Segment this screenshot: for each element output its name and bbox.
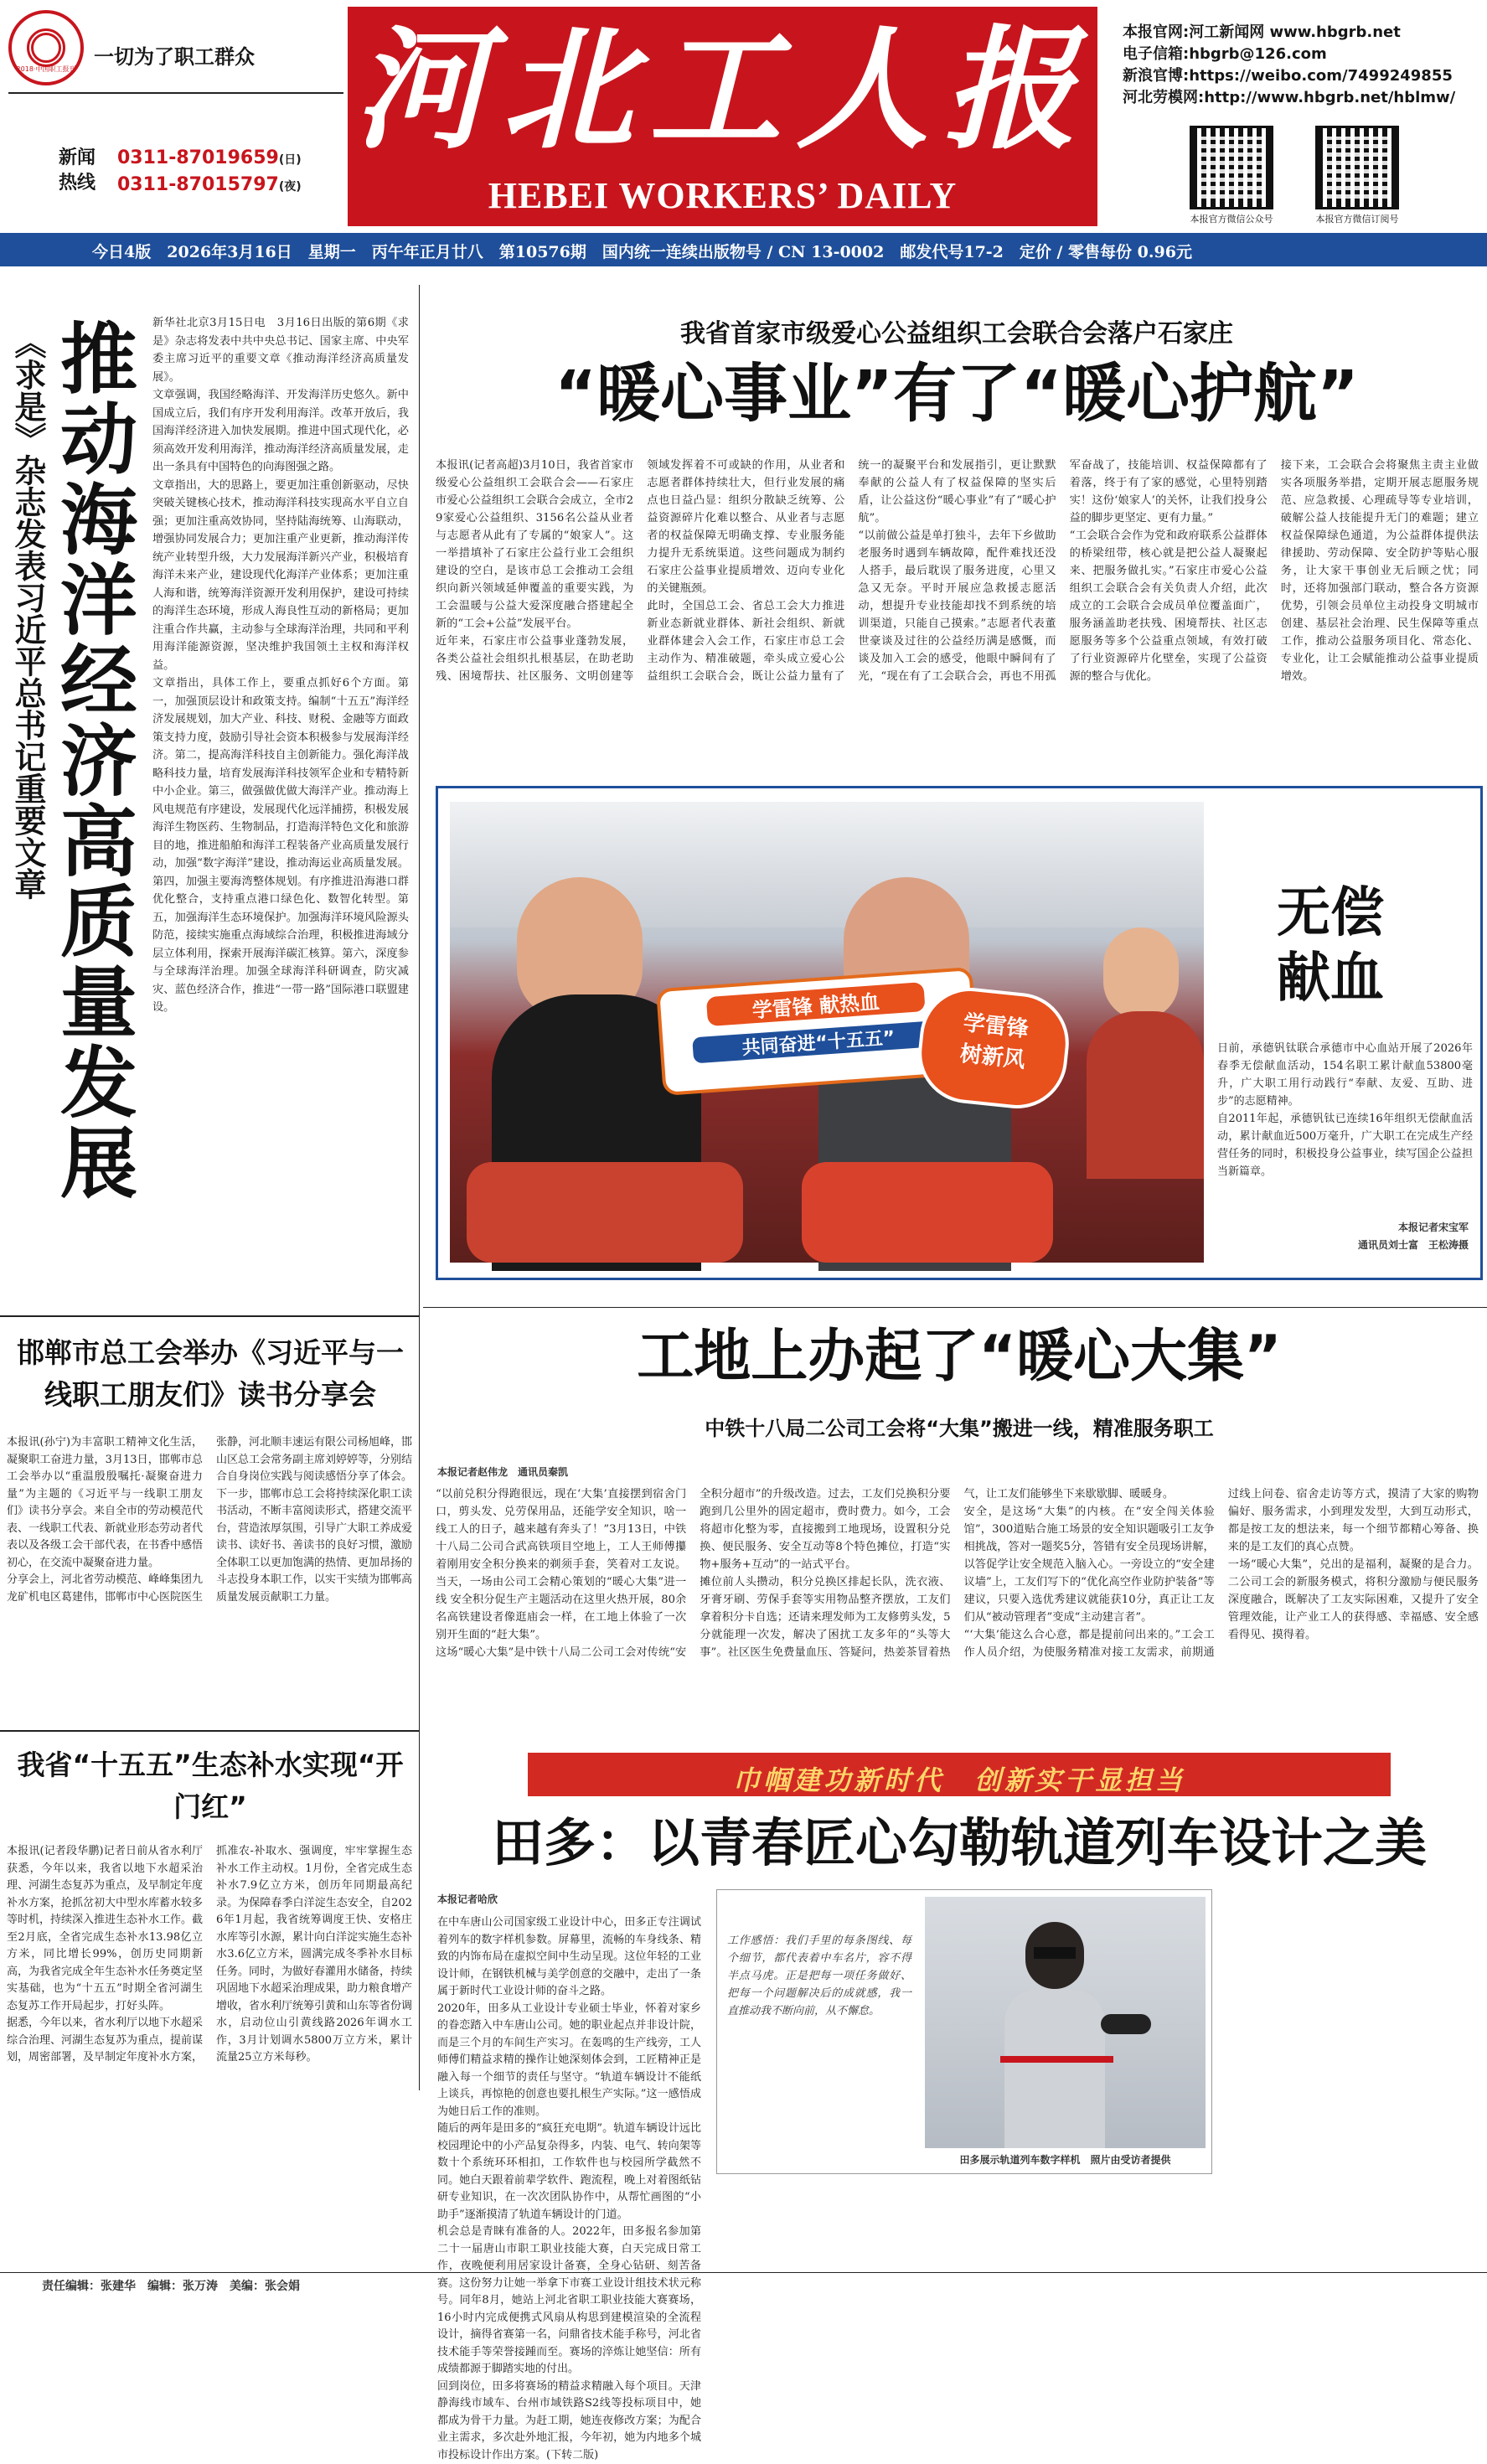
photo-feature-frame [436, 786, 1483, 1280]
blood-donation-photo [450, 802, 1204, 1263]
handan-headline: 邯郸市总工会举办《习近平与一线职工朋友们》读书分享会 [17, 1336, 404, 1411]
logo-ring-text: 2018·中国职工报刊 [16, 65, 76, 73]
photo-feature-caption: 日前，承德钒钛联合承德市中心血站开展了2026年春季无偿献血活动，154名职工累计献血53800毫升，广大职工用行动践行“奉献、友爱、互助、进步”的志愿精神。 自2011年起，承德钒钛已连续16年组织无偿献血活动，累计献血近500万毫升，广大职工在完成生产经营任务的同时，积极投身公益事业，续写国企公益担当新篇章。 [1217, 1042, 1473, 1178]
site-headline: 工地上办起了“暖心大集” [637, 1324, 1282, 1390]
water-headline: 我省“十五五”生态补水实现“开门红” [17, 1749, 404, 1823]
handan-body: 本报讯(孙宁)为丰富职工精神文化生活，凝聚职工奋进力量，3月13日，邯郸市总工会举办以“重温殷殷嘱托·凝聚奋进力量”为主题的《习近平与一线职工朋友们》读书分享会。来自全市的劳动模范代表、一线职工代表、新就业形态劳动者代表以及各级工会干部代表，在书香中感悟初心，在交流中凝聚奋进力量。 分享会上，河北省劳动模范、峰峰集团九龙矿机电区葛建伟，邯郸市中心医院医生张静，河北顺丰速运有限公司杨旭峰，邯山区总工会常务副主席刘婷婷等，分别结合自身岗位实践与阅读感悟分享了体会。 下一步，邯郸市总工会将持续深化职工读书活动，不断丰富阅读形式，搭建交流平台，营造浓厚氛围，引导广大职工养成爱读书、读好书、善读书的良好习惯，激励全体职工以更加饱满的热情、更加昂扬的斗志投身本职工作，以实干实绩为邯郸高质量发展贡献职工力量。 [7, 1436, 413, 1604]
slogan-banner [528, 1753, 1391, 1796]
tianduo-photo-caption: 田多展示轨道列车数字样机 照片由受访者提供 [959, 2154, 1171, 2166]
masthead-title: 河北工人报 [354, 13, 1092, 168]
masthead-info: 本报官网:河工新闻网 www.hbgrb.net 电子信箱:hbgrb@126.com 新浪官博:https://weibo.com/7499249855 河北劳模网:http://www.hbgrb.net/hblmw/ [1123, 23, 1456, 106]
tianduo-photo-frame [716, 1889, 1212, 2174]
masthead-title-block [348, 7, 1097, 226]
site-body: “以前兑积分得跑很远，现在‘大集’直接摆到宿舍门口，剪头发、兑劳保用品，还能学安全知识，啥一线工人的日子，越来越有奔头了！”3月13日，中铁十八局二公司合武高铁项目空地上，工人王师傅攥着刚用安全积分换来的剃须手套，笑着对工友说。当天，一场由公司工会精心策划的“暖心大集”进一线 安全积分促生产主题活动在这里火热开展，80余名高铁建设者像逛庙会一样，在工地上体验了一次别开生面的“赶大集”。 这场“暖心大集”是中铁十八局二公司工会对传统“安全积分超市”的升级改造。过去，工友们兑换积分要跑到几公里外的固定超市，费时费力。如今，工会将超市化整为零，直接搬到工地现场，设置积分兑换、便民服务、安全互动等8个特色摊位，打造“实物+服务+互动”的一站式平台。 摊位前人头攒动，积分兑换区排起长队，洗衣液、牙膏牙刷、劳保手套等实用物品整齐摆放，工友们拿着积分卡自选；还请来理发师为工友修剪头发，5分就能理一次发，解决了困扰工友多年的“头等大事”。社区医生免费量血压、答疑问，热姜茶冒着热气，让工友们能够坐下来歇歇脚、暖暖身。 安全，是这场“大集”的内核。在“安全闯关体验馆”，300道贴合施工场景的安全知识题吸引工友争相挑战，答对一题奖5分，答错有安全员现场讲解，以答促学让安全规范入脑入心。一旁设立的“安全建议墙”上，工友们写下的“优化高空作业防护装备”等建议，只要入选优秀建议就能获10分，真正让工友们从“被动管理者”变成“主动建言者”。 “‘大集’能这么合心意，都是提前问出来的。”工会工作人员介绍，为使服务精准对接工友需求，前期通过线上问卷、宿舍走访等方式，摸清了大家的购物偏好、服务需求，小到理发发型，大到互动形式，都是按工友的想法来，每一个细节都精心筹备、换来的是工友们的真心点赞。 一场“暖心大集”，兑出的是福利，凝聚的是合力。二公司工会的新服务模式，将积分激励与便民服务深度融合，既解决了工友实际困难，又提升了安全管理效能，让产业工人的获得感、幸福感、安全感看得见、摸得着。 [436, 1488, 1479, 1659]
slogan: 一切为了职工群众 [94, 44, 255, 69]
volunteer-kicker: 我省首家市级爱心公益组织工会联合会落户石家庄 [680, 319, 1233, 349]
volunteer-headline: “暖心事业”有了“暖心护航” [555, 356, 1359, 431]
qr-label-1: 本报官方微信公众号 [1190, 214, 1273, 225]
volunteer-sign: 学雷锋 献热血 共同奋进“十五五” [656, 967, 979, 1096]
hotline-label: 新闻 热线 [59, 147, 96, 194]
logo-emblem [8, 10, 84, 85]
site-subhead: 中铁十八局二公司工会将“大集”搬进一线，精准服务职工 [705, 1417, 1214, 1440]
tianduo-quote: 工作感悟：我们手里的每条图线、每个细节，都代表着中车名片，容不得半点马虎。正是把每一项任务做好、把每一个问题解决后的成就感，我一直推动我不断向前，从不懈怠。 [727, 1935, 911, 2017]
hotline-numbers: 0311-87019659(日) 0311-87015797(夜) [117, 147, 302, 195]
volunteer-sign-2: 学雷锋 树新风 [913, 983, 1073, 1113]
tianduo-headline: 田多：以青春匠心勾勒轨道列车设计之美 [491, 1812, 1427, 1873]
slogan-banner-text: 巾帼建功新时代 创新实干显担当 [732, 1764, 1185, 1796]
tianduo-byline: 本报记者哈欣 [437, 1893, 498, 1905]
lead-body: 新华社北京3月15日电 3月16日出版的第6期《求是》杂志将发表中共中央总书记、国家主席、中央军委主席习近平的重要文章《推动海洋经济高质量发展》。 文章强调，我国经略海洋、开发海洋历史悠久。新中国成立后，我们有序开发利用海洋。改革开放后，我国海洋经济进入加快发展期。推进中国式现代化，必须高效开发利用海洋，推动海洋经济高质量发展，走出一条具有中国特色的向海图强之路。 文章指出，大的思路上，要更加注重创新驱动，尽快突破关键核心技术，推动海洋科技实现高水平自立自强；更加注重高效协同，坚持陆海统筹、山海联动，增强协同发展合力；更加注重产业更新，推动海洋传统产业转型升级，大力发展海洋新兴产业，积极培育海洋未来产业，建设现代化海洋产业体系；更加注重人海和谐，统筹海洋资源开发利用保护，建设可持续的海洋生态环境，形成人海良性互动的新格局；更加注重合作共赢，主动参与全球海洋治理，共同和平利用海洋能源资源，坚决维护我国领土主权和海洋权益。 文章指出，具体工作上，要重点抓好6个方面。第一，加强顶层设计和政策支持。编制“十五五”海洋经济发展规划，加大产业、科技、财税、金融等方面政策支持力度，鼓励引导社会资本积极参与发展海洋经济。第二，提高海洋科技自主创新能力。强化海洋战略科技力量，培育发展海洋科技领军企业和专精特新中小企业。第三，做强做优做大海洋产业。推动海上风电规范有序建设，发展现代化远洋捕捞，积极发展海洋生物医药、生物制品，打造海洋特色文化和旅游目的地，推进船舶和海洋工程装备产业高质量发展行动，加强“数字海洋”建设，推动海运业高质量发展。第四，加强主要海湾整体规划。有序推进沿海港口群优化整合，支持重点港口绿色化、数智化转型。第五，加强海洋生态环境保护。加强海洋环境风险源头防范，接续实施重点海域综合治理，积极推进海域分层立体利用，探索开展海洋碳汇核算。第六，深度参与全球海洋治理。加强全球海洋科研调查，防灾减灾、蓝色经济合作，推进“一带一路”国际港口联盟建设。 [152, 317, 409, 1014]
photo-feature-headline: 无偿献血 [1277, 882, 1384, 1010]
lead-headline: 推动海洋经济高质量发展 [48, 318, 137, 1203]
lead-subhead: 《求是》杂志发表习近平总书记重要文章 [9, 327, 46, 900]
footer-editors: 责任编辑：张建华 编辑：张万涛 美编：张会娟 [42, 2280, 300, 2293]
tianduo-body: 在中车唐山公司国家级工业设计中心，田多正专注调试着列车的数字样机参数。屏幕里，流畅的车身线条、精致的内饰布局在虚拟空间中生动呈现。这位年轻的工业设计师，在钢铁机械与美学创意的交融中，走出了一条属于新时代工业设计师的奋斗之路。 2020年，田多从工业设计专业硕士毕业，怀着对家乡的眷恋踏入中车唐山公司。她的职业起点并非设计院，而是三个月的车间生产实习。在轰鸣的生产线旁，工人师傅们精益求精的操作让她深刻体会到，工匠精神正是融入每一个细节的责任与坚守。“轨道车辆设计不能纸上谈兵，再惊艳的创意也要扎根生产实际。”这一感悟成为她日后工作的准则。 随后的两年是田多的“疯狂充电期”。轨道车辆设计远比校园理论中的小产品复杂得多，内装、电气、转向架等数十个系统环环相扣，工作软件也与校园所学截然不同。她白天跟着前辈学软件、跑流程，晚上对着图纸钻研专业知识，在一次次团队协作中，从帮忙画图的“小助手”逐渐摸清了轨道车辆设计的门道。 机会总是青睐有准备的人。2022年，田多报名参加第二十一届唐山市职工职业技能大赛，白天完成日常工作，夜晚便利用居家设计备赛，全身心钻研、刻苦备赛。这份努力让她一举拿下市赛工业设计组技术状元称号。同年8月，她站上河北省职工职业技能大赛赛场，16小时内完成便携式风扇从构思到建模渲染的全流程设计，摘得省赛第一名，问鼎省技术能手称号，河北省技术能手等荣誉接踵而至。赛场的淬炼让她坚信：所有成绩都源于脚踏实地的付出。 回到岗位，田多将赛场的精益求精融入每个项目。天津静海线市域车、台州市域铁路S2线等投标项目中，她都成为骨干力量。为赶工期，她连夜修改方案；为配合业主需求，多次赴外地汇报，今年初，她为内地多个城市投标设计作出方案。(下转二版) [437, 1916, 701, 2461]
tianduo-photo [925, 1897, 1206, 2148]
qr-code-wechat-subscribe [1315, 126, 1399, 209]
photo-credit-1: 本报记者宋宝军 [1397, 1222, 1469, 1233]
water-body: 本报讯(记者段华鹏)记者日前从省水利厅获悉，今年以来，我省以地下水超采治理、河湖生态复苏为重点，及早制定年度补水方案，抢抓岔初大中型水库蓄水较多等时机，持续深入推进生态补水工作。截至2月底，全省完成生态补水13.98亿立方米，同比增长99%，创历史同期新高，为我省完成全年生态补水任务奠定坚实基础，也为“十五五”时期全省河湖生态复苏工作开局起步，打好头阵。 据悉，今年以来，省水利厅以地下水超采综合治理、河湖生态复苏为重点，提前谋划，周密部署，及早制定年度补水方案，抓准农-补取水、强调度，牢牢掌握生态补水工作主动权。1月份，全省完成生态补水7.9亿立方米，创历年同期最高纪录。为保障春季白洋淀生态安全，自2026年1月起，我省统筹调度王快、安格庄水库等引水源，累计向白洋淀实施生态补水3.6亿立方米，圆满完成冬季补水目标任务。同时，为做好春灌用水储备，持续巩固地下水超采治理成果，助力粮食增产增收，省水利厅统筹引黄和山东等省份调水，启动位山引黄线路2026年调水工作，3月计划调水5800万立方米，累计流量25立方米每秒。 [7, 1845, 413, 2064]
tianduo-body-right [1223, 1889, 1479, 2262]
qr-code-wechat-public [1190, 126, 1273, 209]
photo-credit-2: 通讯员刘士富 王松涛摄 [1357, 1239, 1469, 1251]
site-byline: 本报记者赵伟龙 通讯员秦凯 [437, 1466, 569, 1478]
dateline-bar [0, 233, 1487, 266]
masthead-title-en: HEBEI WORKERS’ DAILY [488, 175, 958, 216]
volunteer-body: 本报讯(记者高超)3月10日，我省首家市级爱心公益组织工会联合会——石家庄市爱心公益组织工会联合会成立，全市29家爱心公益组织、3156名公益从业者与志愿者从此有了专属的“娘家人”。这一举措填补了石家庄公益行业工会组织建设的空白，是该市总工会推动工会组织向新兴领域延伸覆盖的重要实践，为工会温暖与公益大爱深度融合搭建起全新的“工会+公益”发展平台。 近年来，石家庄市公益事业蓬勃发展，各类公益社会组织扎根基层，在助老助残、困境帮扶、社区服务、文明创建等领域发挥着不可或缺的作用，从业者和志愿者群体持续壮大，但行业发展的痛点也日益凸显：组织分散缺乏统筹、公益资源碎片化难以整合、从业者与志愿者的权益保障无明确支撑、专业服务能力提升无系统渠道。这些问题成为制约石家庄公益事业提质增效、迈向专业化的关键瓶颈。 此时，全国总工会、省总工会大力推进新业态新就业群体、新社会组织、新就业群体建会入会工作，石家庄市总工会主动作为、精准破题，牵头成立爱心公益组织工会联合会，既让公益力量有了统一的凝聚平台和发展指引，更让默默奉献的公益人有了权益保障的坚实后盾，让公益这份“暖心事业”有了“暖心护航”。 “以前做公益是单打独斗，去年下乡做助老服务时遇到车辆故障，配件难找还没人搭手，最后耽误了服务进度，心里又急又无奈。平时开展应急救援志愿活动，想提升专业技能却找不到系统的培训渠道，只能自己摸索。”志愿者代表董世豪谈及过往的公益经历满是感慨，而谈及加入工会的感受，他眼中瞬间有了光，“现在有了工会联合会，再也不用孤军奋战了，技能培训、权益保障都有了着落，终于有了家的感觉，心里特别踏实！这份‘娘家人’的关怀，让我们投身公益的脚步更坚定、更有力量。” “工会联合会作为党和政府联系公益群体的桥梁纽带，核心就是把公益人凝聚起来、把服务做扎实。”石家庄市爱心公益组织工会联合会有关负责人介绍，此次成立的工会联合会成员单位覆盖面广，服务涵盖助老扶残、困境帮扶、社区志愿服务等多个公益重点领域，有效打破了行业资源碎片化壁垒，实现了公益资源的整合与优化。 接下来，工会联合会将聚焦主责主业做实各项服务举措，定期开展志愿服务规范、应急救援、心理疏导等专业培训，破解公益人技能提升无门的难题；建立权益保障绿色通道，为公益群体提供法律援助、劳动保障、安全防护等贴心服务，让大家干事创业无后顾之忧；同时，还将加强部门联动，整合各方资源优势，引领会员单位主动投身文明城市创建、基层社会治理、民生保障等重点工作，推动公益服务项目化、常态化、专业化，让工会赋能推动公益事业提质增效。 [436, 459, 1479, 683]
qr-label-2: 本报官方微信订阅号 [1315, 214, 1399, 225]
dateline-text: 今日4版 2026年3月16日 星期一 丙午年正月廿八 第10576期 国内统一连续出版物号 / CN 13-0002 邮发代号17-2 定价 / 零售每份 0.96元 [92, 243, 1192, 261]
